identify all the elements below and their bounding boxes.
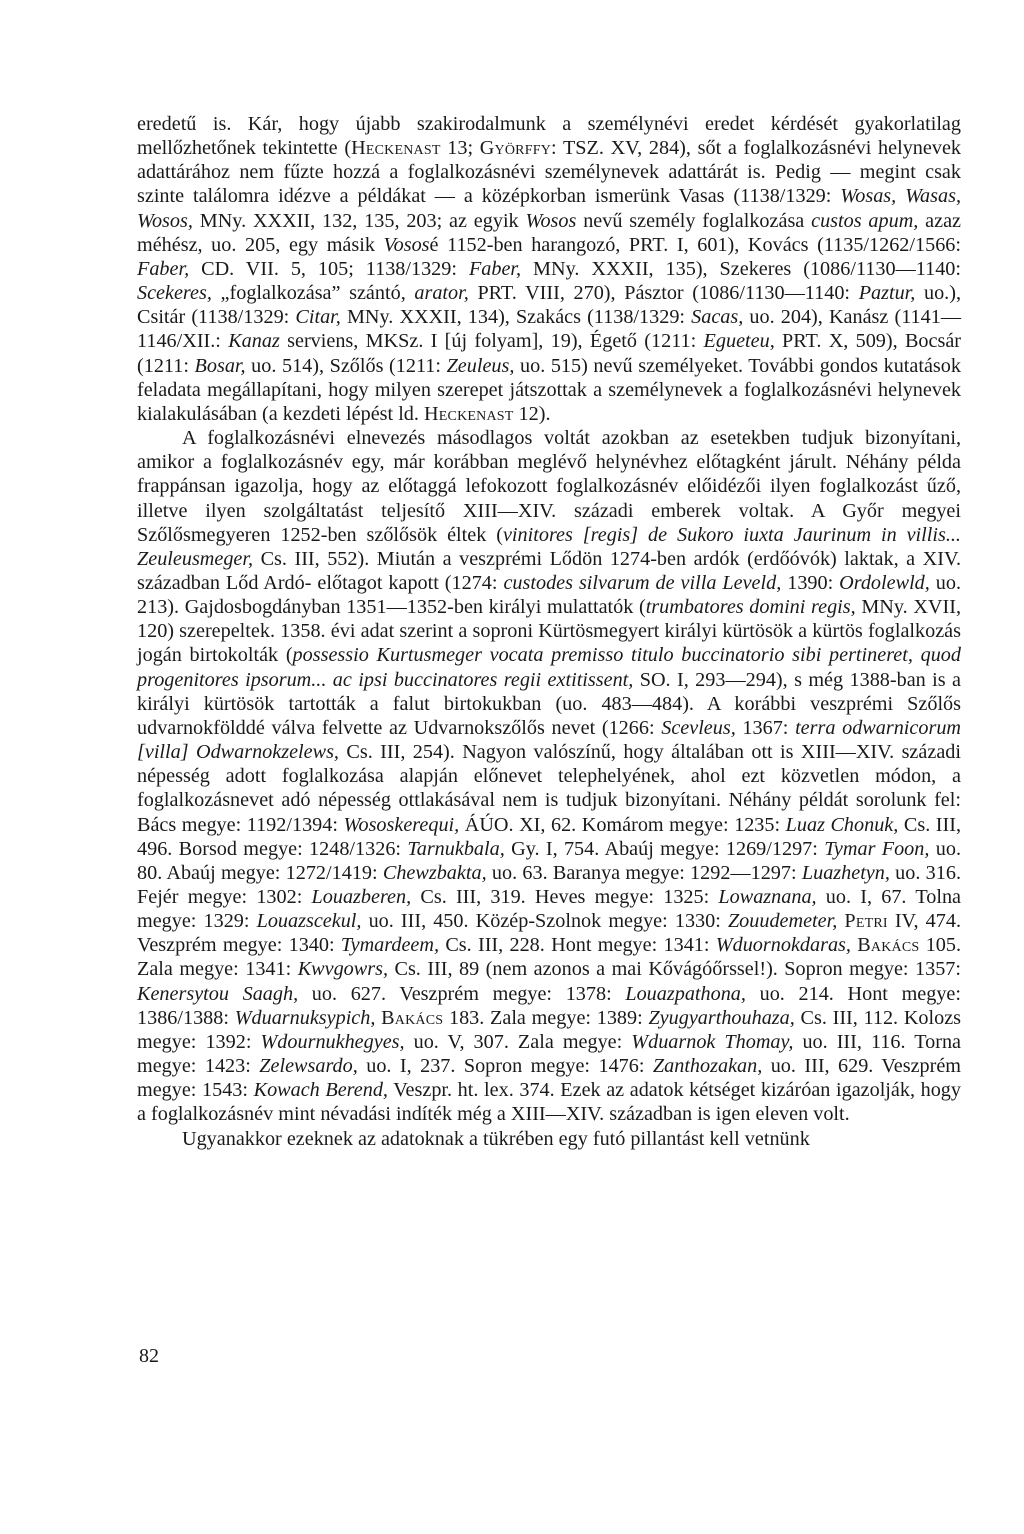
text-run: uo. III, 629. Veszprém megye: 1543: [137, 1055, 962, 1102]
italic-citation: Chewzbakta, [382, 861, 487, 884]
page-number: 82 [139, 1345, 159, 1367]
italic-citation: Louazscekul, [256, 910, 362, 933]
italic-citation: Louazpathona, [625, 982, 746, 1005]
italic-citation: Lowaznana, [718, 886, 817, 908]
text-run: uo. 316. Fejér megye: 1302: [137, 861, 961, 908]
text-run: 105. Zala megye: 1341: [137, 934, 962, 981]
italic-citation: Tymar Foon, [824, 837, 930, 860]
italic-citation: Kenersytou Saagh, [137, 982, 299, 1005]
italic-citation: Kwvgowrs, [297, 958, 388, 981]
italic-citation: trumbatores domini regis, [645, 596, 856, 619]
text-run: 12). [513, 402, 551, 425]
text-run: PRT. VIII, 270), Pásztor (1086/1130—1140: [468, 282, 859, 305]
italic-citation: Luaz Chonuk, [785, 813, 899, 836]
text-run: CD. VII. 5, 105; 1138/1329: [189, 257, 469, 280]
italic-citation: Wduarnuksypich, [234, 1006, 376, 1029]
small-caps-author: Petri [844, 910, 888, 933]
text-run: SO. I, 293—294), s még 1388-ban is a királyi kürtösök tartották a falut birtokukban (uo. 483—484). A korábbi veszprémi Szőlős udvarnokfölddé válva felvette az Udvarnokszőlős nevet (1266: [137, 668, 961, 739]
italic-citation: Scekeres, [137, 282, 212, 305]
body-text [137, 112, 961, 1151]
italic-citation: custodes silvarum de villa Leveld, [503, 571, 782, 594]
text-run: uo. 627. Veszprém megye: 1378: [298, 982, 626, 1005]
italic-citation: Vosos [383, 233, 430, 256]
text-run: Cs. III, 254). Nagyon valószínű, hogy általában ott is XIII—XIV. századi népesség adott foglalkozása alapján előnevet telephelyének, ahol ezt közvetlen módon, a foglalkozásnevet adó népesség ottlakásával nem is tudjuk bizonyítani. Néhány példát sorolunk fel: Bács megye: 1192/1394: [137, 741, 961, 836]
text-run: uo. III, 450. Közép-Szolnok megye: 1330: [361, 910, 728, 933]
text-run: uo.), Csitár (1138/1329: [137, 282, 961, 329]
text-run: uo. I, 237. Sopron megye: 1476: [357, 1055, 653, 1078]
text-run: é 1152-ben harangozó, PRT. I, 601), Kovács (1135/1262/1566: [429, 233, 961, 256]
text-run: uo. 63. Baranya megye: 1292—1297: [486, 861, 802, 884]
text-run: 1390: [781, 571, 840, 594]
text-run: 13; [440, 137, 480, 160]
italic-citation: Zouudemeter, [727, 910, 838, 933]
text-run: Cs. III, 496. Borsod megye: 1248/1326: [137, 813, 961, 860]
italic-citation: terra odwarnicorum [villa] Odwarnokzelews, [137, 716, 962, 764]
text-run: Cs. III, 112. Kolozs megye: 1392: [137, 1006, 962, 1053]
italic-citation: Kowach Berend, [253, 1079, 388, 1102]
small-caps-author: Heckenast [424, 402, 514, 425]
text-run: uo. 515) nevű személyeket. További gondos kutatások feladata megállapítani, hogy milyen szerepet játszottak a személynevek a foglalkozásnévi helynevek kialakulásában (a kezdeti lépést ld. [137, 354, 961, 425]
small-caps-author: Bakács [857, 934, 920, 957]
text-run: Cs. III, 89 (nem azonos a mai Kővágóőrssel!). Sopron megye: 1357: [388, 958, 961, 981]
text-run: MNy. XXXII, 132, 135, 203; az egyik [192, 209, 526, 232]
italic-citation: Louazberen, [311, 886, 412, 908]
italic-citation: Wdournukhegyes, [260, 1030, 405, 1053]
text-run: A foglalkozásnévi elnevezés másodlagos voltát azokban az esetekben tudjuk bizonyítani, amikor a foglalkozásnév egy, már korábban meglévő helynévhez előtagként járult. Néhány példa frappánsan igazolja, hogy az előtaggá lefokozott foglalkozásnév előidézői ilyen foglalkozást űző, illetve ilyen szolgáltatást teljesítő XIII—XIV. századi emberek voltak. A Győr megyei Szőlősmegyeren 1252-ben szőlősök éltek ( [137, 427, 961, 546]
text-run: Gy. I, 754. Abaúj megye: 1269/1297: [504, 837, 825, 860]
text-run: uo. 204), Kanász (1141—1146/XII.: [137, 306, 962, 353]
italic-citation: Bosar, [194, 354, 246, 377]
italic-citation: Wososkerequi, [343, 813, 460, 836]
text-run: IV, 474. Veszprém megye: 1340: [137, 910, 962, 957]
text-run: nevű személy foglalkozása [576, 209, 812, 232]
small-caps-author: Heckenast [351, 137, 441, 160]
italic-citation: vinitores [regis] de Sukoro iuxta Jaurinum in villis... Zeuleusmeger, [137, 523, 961, 570]
text-run: ÁÚO. XI, 62. Komárom megye: 1235: [459, 813, 786, 836]
text-run: PRT. X, 509), Bocsár (1211: [137, 330, 962, 377]
text-run: Veszpr. ht. lex. 374. Ezek az adatok kétséget kizáróan igazolják, hogy a foglalkozásnév mint névadási indíték még a XIII—XIV. században is igen eleven volt. [137, 1079, 961, 1126]
text-run: : TSZ. XV, 284), sőt a foglalkozásnévi helynevek adattárához nem fűzte hozzá a foglalkozásnévi személynevek adattárát is. Pedig — megint csak szinte találomra idézve a példákat — a középkorban ismerünk Vasas (1138/1329: [137, 137, 962, 208]
italic-citation: Wduarnok Thomay, [631, 1030, 794, 1053]
italic-citation: Paztur, [858, 282, 916, 305]
text-run: 1367: [735, 716, 796, 739]
text-run: uo. V, 307. Zala megye: [404, 1030, 632, 1053]
text-run: uo. 213). Gajdosbogdányban 1351—1352-ben királyi mulattatók ( [137, 571, 961, 619]
text-run: uo. 214. Hont megye: 1386/1388: [137, 982, 961, 1029]
text-run: MNy. XXXII, 135), Szekeres (1086/1130—1140: [521, 257, 961, 280]
italic-citation: Kanaz [228, 330, 280, 353]
italic-citation: arator, [414, 282, 469, 305]
italic-citation: Luazhetyn, [801, 861, 890, 884]
italic-citation: Scevleus, [661, 716, 736, 739]
italic-citation: Wosas, Wasas, Wosos, [137, 185, 961, 232]
italic-citation: Tarnukbala, [407, 837, 505, 860]
text-run: uo. I, 67. Tolna megye: 1329: [137, 886, 961, 933]
text-run: serviens, MKSz. I [új folyam], 19), Égető (1211: [279, 330, 704, 353]
text-run: Ugyanakkor ezeknek az adatoknak a tükrében egy futó pillantást kell vetnünk [182, 1127, 810, 1150]
italic-citation: Egueteu, [703, 330, 775, 353]
italic-citation: custos apum, [811, 209, 919, 232]
small-caps-author: Györffy [479, 137, 552, 160]
text-run: Cs. III, 319. Heves megye: 1325: [411, 886, 719, 908]
text-run: uo. III, 116. Torna megye: 1423: [137, 1030, 961, 1078]
text-run: uo. 80. Abaúj megye: 1272/1419: [137, 837, 961, 884]
text-run: „foglalkozása” szántó, [211, 282, 415, 305]
text-run: azaz méhész, uo. 205, egy másik [137, 209, 962, 256]
italic-citation: Zeuleus, [446, 354, 515, 377]
italic-citation: possessio Kurtusmeger vocata premisso titulo buccinatorio sibi pertineret, quod progenitores ipsorum... ac ipsi buccinatores regii extitissent, [137, 644, 961, 691]
italic-citation: Zanthozakan, [652, 1055, 763, 1078]
italic-citation: Faber, [137, 257, 190, 280]
text-run: MNy. XXXII, 134), Szakács (1138/1329: [340, 306, 692, 329]
italic-citation: Wduornokdaras, [715, 934, 851, 957]
text-run: 183. Zala megye: 1389: [443, 1006, 649, 1029]
paragraph [137, 426, 961, 1127]
italic-citation: Faber, [468, 257, 522, 280]
small-caps-author: Bakács [381, 1006, 444, 1029]
italic-citation: Zyugyarthouhaza, [648, 1006, 795, 1029]
italic-citation: Zelewsardo, [259, 1055, 358, 1078]
italic-citation: Sacas, [691, 306, 744, 329]
text-run: Cs. III, 552). Miután a veszprémi Lődön 1274-ben ardók (erdőóvók) laktak, a XIV. században Lőd Ardó- előtagot kapott (1274: [137, 547, 961, 594]
paragraph [137, 112, 961, 426]
italic-citation: Citar, [295, 306, 341, 329]
text-run: Cs. III, 228. Hont megye: 1341: [439, 934, 716, 957]
text-run: uo. 514), Szőlős (1211: [245, 354, 447, 377]
text-run: MNy. XVII, 120) szerepeltek. 1358. évi adat szerint a soproni Kürtösmegyert királyi kürtösök a kürtös foglalkozás jogán birtokolták ( [137, 596, 961, 667]
italic-citation: Tymardeem, [340, 934, 440, 957]
paragraph [137, 1127, 961, 1151]
text-run: eredetű is. Kár, hogy újabb szakirodalmunk a személynévi eredet kérdését gyakorlatilag mellőzhetőnek tekintette ( [137, 113, 961, 160]
italic-citation: Wosos [525, 209, 577, 232]
italic-citation: Ordolewld, [839, 571, 930, 594]
